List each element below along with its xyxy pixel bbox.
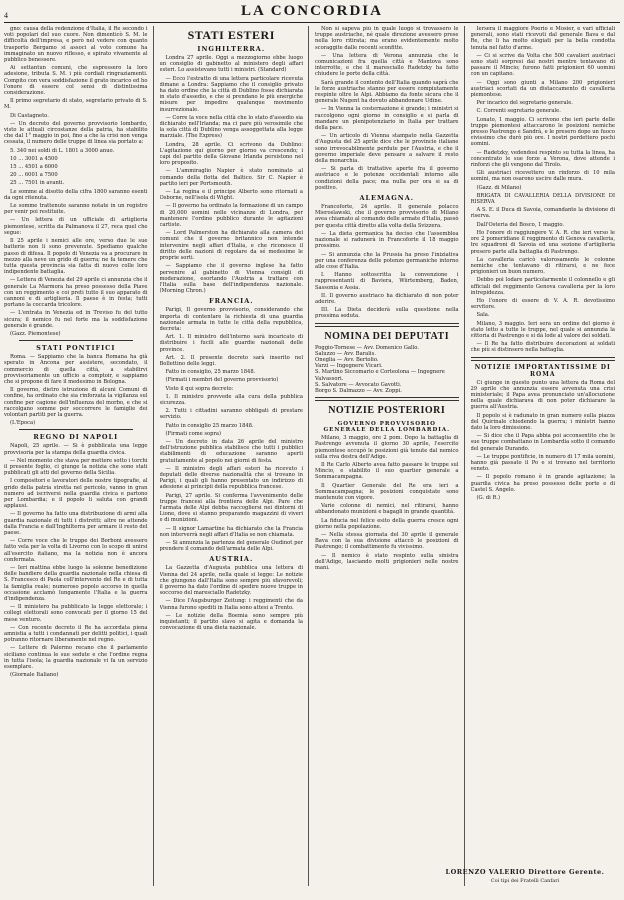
article-paragraph: — Ci si scrive da Volta che 500 cavalieri austriaci sono stati sorpresi dai nostri mentre tentavano di passare il Mincio; furono fatti prigionieri 60 uomini con un capitano. <box>470 52 615 78</box>
double-divider <box>315 323 459 327</box>
article-paragraph: — Con recente decreto il Re ha accordata piena amnistia a tutti i condannati per delitti politici, i quali potranno ritornare liberamente nel regno. <box>4 624 148 644</box>
article-paragraph: — Ieri mattina ebbe luogo la solenne benedizione delle bandiere della guardia nazionale nella chiesa di S. Francesco di Paola coll'intervento del Re e di tutta la famiglia reale; numeroso popolo accorso in quella occasione acclamò lungamente l'Italia e la guerra d'indipendenza. <box>4 565 148 603</box>
article-paragraph: Londra, 28 aprile. Ci scrivono da Dublino: L'agitazione qui giorno per giorno va crescendo; i capi del partito della Giovane Irlanda persistono nel loro proposito. <box>159 141 303 167</box>
article-paragraph: (Firmati come sopra) <box>165 430 222 437</box>
heading-notizie-roma: NOTIZIE IMPORTANTISSIME DI ROMA <box>474 363 611 378</box>
article-paragraph: — Il Re ha fatto distribuire decorazioni ai soldati che più si distinsero nella battaglia. <box>470 341 615 354</box>
article-paragraph: Debbo poi lodare particolarmente il colonnello e gli ufficiali del reggimento Genova cavalleria per la loro intrepidezza. <box>470 277 615 296</box>
article-paragraph: Di Castagneto. <box>10 112 49 119</box>
article-paragraph: — Nel momento che stava per mettere sotto i torchi il presente foglio, ci giunge la notizia che sono stati pubblicati gli atti del governo della Sicilia. <box>4 457 148 477</box>
inghilterra-body <box>160 55 304 294</box>
austria-body <box>160 565 304 631</box>
article-paragraph: gno: causa della redenzione d'Italia, il Re secondo i voti popolari del suo cuore. Non dimenticò S. M. le difficoltà dell'impresa, e però nel vedere con quanto trasporto Bergamo si associ al voto comune ha immaginato un nuovo riflesso, e spirato vivamente al pubblico benessere. <box>4 26 148 64</box>
article-paragraph: — Un lettera di un ufficiale di artiglieria piemontese, scritta da Palmanova il 27, reca quel che segue: <box>4 217 148 236</box>
column-1 <box>4 26 154 886</box>
article-paragraph: (Giornale Italiano) <box>10 672 59 679</box>
article-paragraph: Il popolo si è radunato in gran numero sulla piazza del Quirinale chiedendo la guerra; i ministri hanno dato la loro dimissione. <box>470 412 615 431</box>
article-paragraph: C. Correnti segretario generale. <box>476 108 561 115</box>
article-paragraph: — L'entrata in Venezia ed in Treviso fu del tutto sicura; il nemico fu nel forte ma la soddisfazione generale è grande. <box>4 310 148 329</box>
article-paragraph: I compositori e lavoratori delle nostre tipografie, al grido della patria stretta nel pericolo, vanno in gran numero ad iscriversi nella guardia civica e partono per Lombardia; e il popolo li saluta con grandi applausi. <box>4 478 148 510</box>
article-paragraph: Il Quartier Generale del Re era ieri a Sommacampagna; le posizioni conquistate sono mantenute con vigore. <box>315 482 459 501</box>
article-paragraph: II. Il governo austriaco ha dichiarato di non poter aderire. <box>315 292 459 305</box>
article-paragraph: (Gazz. Piemontese) <box>10 330 61 337</box>
article-paragraph: Ci giunge in questo punto una lettera da Roma del 29 aprile che annunzia essere avvenuta una crisi ministeriale; il Papa avea pronunciato un'allocuzione nella quale dichiarava di non poter dichiarare la guerra all'Austria. <box>470 379 615 411</box>
article-paragraph: Lonato, 1 maggio. Ci scrivono che ieri parte delle truppe piemontesi attaccarono le posizioni nemiche presso Pastrengo e Sandrà, e le presero dopo un fuoco vivissimo che durò più ore. I nostri perdettero pochi uomini. <box>470 116 615 148</box>
article-paragraph: — In Vienna la costernazione è grande; i ministri si raccolgono ogni giorno in consiglio e si parla di mandare un plenipotenziario in Italia per trattare della pace. <box>315 106 459 132</box>
article-paragraph: La cavalleria caricò valorosamente le colonne nemiche che tentavano di ritirarsi, e ne fece prigionieri un buon numero. <box>470 256 615 276</box>
article-paragraph: 20 ... 6001 a 7500 <box>10 172 58 179</box>
double-divider <box>315 397 459 401</box>
article-paragraph: — Il nemico è stato respinto sulla sinistra dell'Adige, lasciando molti prigionieri nelle nostre mani. <box>315 552 459 572</box>
article-paragraph: — Le notizie della Boemia sono sempre più inquietanti; il partito slavo si agita e domanda la convocazione di una dieta nazionale. <box>159 612 303 632</box>
heading-stati-pontifici: STATI PONTIFICI <box>36 344 116 353</box>
article-paragraph: (Gazz. di Milano) <box>476 184 522 191</box>
column-2 <box>160 26 310 886</box>
deputati-list <box>315 345 459 395</box>
heading-regno-napoli: REGNO DI NAPOLI <box>33 433 119 442</box>
article-paragraph: Milano, 3 maggio. Ieri sera un ordine del giorno è stato letto a tutte le truppe, nel quale si annunzia la vittoria di Pastrengo e si dà lode al valore dei soldati. <box>470 320 615 339</box>
article-paragraph: Il Re Carlo Alberto avea fatto passare le truppe sul Mincio, e stabilito il suo quartier generale a Sommacampagna. <box>315 461 459 481</box>
heading-nomina-deputati: NOMINA DEI DEPUTATI <box>324 330 450 342</box>
article-paragraph: Napoli, 25 aprile. — Si è pubblicata una legge provvisoria per la stampa della guardia civica. <box>4 443 148 456</box>
article-paragraph: — Un articolo di Vienna stampato nella Gazzetta d'Augusta del 25 aprile dice che le provincie italiane sono irrevocabilmente perdute per l'Austria, e che il governo imperiale deve pensare a salvare il resto della monarchia. <box>315 133 459 165</box>
heading-stati-esteri: STATI ESTERI <box>187 28 275 42</box>
article-paragraph: — Dice l'Augsburger Zeitung: i reggimenti che da Vienna furono spediti in Italia sono attesi a Trento. <box>159 598 303 611</box>
article-paragraph: Dall'Osteria del Bosco, 1 maggio. <box>476 221 565 228</box>
article-paragraph: — Sappiamo che il governo inglese ha fatto pervenire al gabinetto di Vienna consigli di moderazione, esortando l'Austria a trattare con l'Italia sulla base dell'indipendenza nazionale. (Morning Chron.) <box>159 263 303 295</box>
newspaper-title: LA CONCORDIA <box>241 3 383 19</box>
article-paragraph: 15 ... 4501 a 6000 <box>10 164 58 171</box>
article-paragraph: Il 25 aprile i nemici alle ore, verso due le sue batterie non li sono prevenute. Spediamo qualche passo di difesa. Il popolo di Venezia va a procurare in mezzo alla neve un grido di guerra; ne fa temere che tutta questa provincia sia fatta di nuovo colle loro indipendente battaglia. <box>4 238 148 276</box>
article-paragraph: Il primo segretario di stato, segretario privato di S. M. <box>4 98 148 111</box>
article-paragraph: — Corre la voce nella città che lo stato d'assedio sia dichiarato nell'Irlanda; ma ci pare più verosimile che la sola città di Dublino venga assoggettata alla legge marziale. (The Express) <box>159 114 303 140</box>
article-paragraph: — Il ministero ha pubblicato la legge elettorale; i collegi elettorali sono convocati per il giorno 15 del mese venturo. <box>4 604 148 623</box>
article-paragraph: Ho l'onore di essere di V. A. R. devotissimo servitore. <box>470 297 615 311</box>
article-paragraph: — Si dice che il Papa abbia poi acconsentito che le sue truppe combattano in Lombardia sotto il comando del generale Durando. <box>470 433 615 452</box>
article-paragraph: I. Hanno sottoscritta la convenzione i rappresentanti di Baviera, Würtemberg, Baden, Sassonia e Assia. <box>315 272 459 291</box>
article-paragraph: Il governo, dietro istruzione di alcuni Comuni di confine, ha ordinato che sia rinforzata la vigilanza sul confine per cagione dell'influenza del morbo, e che si raccolgano somme per soccorrere le famiglie dei volontari partiti per la guerra. <box>4 387 148 418</box>
article-paragraph: Varie colonne di nemici, nel ritirarsi, hanno abbandonato munizioni e bagagli in grande quantità. <box>315 503 459 516</box>
article-paragraph: — Nella stessa giornata del 30 aprile il generale Bava con la sua divisione attaccò le posizioni di Pastrengo; il combattimento fu vivissimo. <box>315 532 459 551</box>
deputy-text: Oneglia — Avv. Bertolio. <box>315 356 379 363</box>
heading-inghilterra: INGHILTERRA. <box>197 45 266 53</box>
article-paragraph: Londra 27 aprile. Oggi a mezzogiorno ebbe luogo un consiglio di gabinetto al ministero degli affari esteri. Lo assistevano tutti i ministri. (Standard) <box>159 55 303 74</box>
column-4 <box>471 26 621 886</box>
article-paragraph: — Si annunzia che la Prussia ha preso l'iniziativa per una conferenza delle potenze germaniche intorno alle cose d'Italia. <box>315 251 459 270</box>
masthead <box>0 0 624 22</box>
page-number: 4 <box>4 11 8 20</box>
deputy-text: S. Martino Siccomario e Corteolona — Ingegnere Valvassori. <box>315 369 445 382</box>
article-paragraph: Milano, 3 maggio, ore 2 pom. Dopo la battaglia di Pastrengo avvenuta il giorno 30 aprile, l'esercito piemontese occupò le posizioni già tenute dal nemico sulla riva destra dell'Adige. <box>315 435 459 460</box>
article-paragraph: 2. Tutti i cittadini saranno obbligati di prestare servizio. <box>159 408 303 421</box>
pontifici-body <box>4 354 148 426</box>
footer-printer: Coi tipi dei Fratelli Canfari <box>490 878 560 884</box>
heading-austria: AUSTRIA. <box>209 555 254 564</box>
article-paragraph: (Firmati i membri del governo provvisorio) <box>165 377 279 384</box>
article-paragraph: — Il ministro degli affari esteri ha ricevuto i deputati delle diverse nazionalità che si trovano in Parigi, i quali gli hanno presentato un indirizzo di adesione ai principii della repubblica francese. <box>159 465 303 491</box>
article-paragraph: Roma. — Sappiamo che la banca Romana ha già sperato in Ancona per assistere, secondato, il commercio di quella città, a stabilirvi provvisoriamente un ufficio a comptoir, e sappiamo che si propone di fare il medesimo in Bologna. <box>4 354 148 385</box>
article-paragraph: Art. 2. Il presente decreto sarà inserito nel Bollettino delle leggi. <box>159 354 303 367</box>
article-paragraph: Non si sapeva più in quale luogo si trovassero le truppe austriache, né quale direzione avessero prese nella loro ritirata; ma erano evidentemente molto scoraggite dalle recenti sconfitte. <box>315 26 459 51</box>
article-paragraph: 1. Il ministro provvede alla cura della pubblica sicurezza. <box>159 393 303 406</box>
article-paragraph: — Lettere di Palermo recano che il parlamento siciliano continua le sue sedute e che l'ordine regna in tutta l'isola; la guardia nazionale vi fa un servizio esemplare. <box>4 645 148 671</box>
double-divider <box>471 357 616 361</box>
deputy-text: Saluzzo — Avv. Baralis. <box>315 350 376 357</box>
article-paragraph: 25 ... 7501 in avanti. <box>10 180 65 187</box>
article-paragraph: Ho l'onore di raggiungere V. A. R. che ieri verso le ore 2 pomeridiane il reggimento di Genova cavalleria, tre squadroni di Savoia ed una sezione d'artiglieria presero parte alla battaglia di Pastrengo. <box>470 229 615 255</box>
col4-body <box>471 26 616 354</box>
article-paragraph: Fatto in consiglio 25 marzo 1848. <box>165 422 254 429</box>
article-paragraph: Art. 1. Il ministro dell'interno sarà incaricato di distribuire i fucili alle guardie nazionali delle province. <box>159 334 303 353</box>
article-paragraph: Fatto in consiglio, 25 marzo 1848. <box>165 369 256 376</box>
article-paragraph: (G. di R.) <box>476 495 500 501</box>
heading-governo-provvisorio: GOVERNO PROVVISORIO GENERALE DELLA LOMBARDIA. <box>323 421 451 434</box>
col1-body <box>4 26 148 337</box>
article-paragraph: Francoforte, 24 aprile. Il generale polacco Mieroslawski, che il governo provvisorio di Milano avea chiamato al comando delle armate d'Italia, passò per questa città diretto alla volta della Svizzera. <box>315 204 459 229</box>
article-paragraph: — Ecco l'estratto di una lettera particolare ricevuta dimane a Londra: Sappiamo che il consiglio privato ha dato ordine che la città di Dublino fosse dichiarata in stato d'assedio, e che si prendano le più energiche misure per impedire qualunque movimento insurrezionale. <box>159 75 303 113</box>
deputy-entry <box>315 388 459 394</box>
article-paragraph: — Oggi sono giunti a Milano 200 prigionieri austriaci scortati da un distaccamento di cavalleria piemontese. <box>470 79 615 99</box>
article-paragraph: — Il governo ha fatto una distribuzione di armi alla guardia nazionale di tutti i distretti; altre ne attende dalla Francia e dall'Inghilterra per armare il resto del paese. <box>4 511 148 537</box>
article-paragraph: — Corre voce che le truppe dei Borboni avessero fatto vela per la volta di Livorno con lo scopo di unirsi all'esercito italiano, ma la notizia non è ancora confermata. <box>4 538 148 563</box>
divider <box>19 429 133 430</box>
article-paragraph: Sala. <box>476 312 490 319</box>
col3-body <box>315 26 459 191</box>
article-paragraph: — Radetzky, vedendosi respinto su tutta la linea, ha concentrato le sue forze a Verona, dove attende i rinforzi che gli vengono dal Tirolo. <box>470 149 615 169</box>
page-columns <box>4 26 620 886</box>
napoli-body <box>4 443 148 678</box>
article-paragraph: Ai settantun comuni, che espressero la loro adesione, tributa S. M. i più cordiali ringraziamenti. Compito con vera soddisfazione il grato incarico ed ho l'onore di essere col sensi di distintissima considerazione. <box>4 65 148 97</box>
article-paragraph: — Una lettera di Verona annunzia che le comunicazioni fra quella città e Mantova sono interrotte, e che il maresciallo Radetzky ha fatto chiudere le porte della città. <box>315 52 459 78</box>
deputy-text: S. Salvatore — Avvocato Gavotti. <box>315 381 402 388</box>
article-paragraph: — Si annunzia la partenza del generale Oudinot per prendere il comando dell'armata delle Alpi. <box>159 540 303 553</box>
article-paragraph: Gli austriaci ricevettero un rinforzo di 10 mila uomini, ma non osarono uscire dalle mura. <box>470 170 615 183</box>
article-paragraph: — La dieta germanica ha deciso che l'assemblea nazionale si radunerà in Francoforte il 18 maggio prossimo. <box>315 230 459 250</box>
article-paragraph: Le somme al disotto della cifra 1800 saranno esenti da ogni ritenuta. <box>4 188 148 201</box>
francia-body <box>160 307 304 552</box>
top-rule <box>4 22 620 23</box>
article-paragraph: Parigi, Il governo provvisorio, considerando che importa di contentare la richiesta di una guardia nazionale armata in tutte le città della repubblica, decreta: <box>159 307 303 332</box>
deputy-text: Varzi — Ingegnere Vicari. <box>315 363 383 370</box>
article-paragraph: — La regina e il principe Alberto sono ritornati a Osborne, nell'isola di Wight. <box>159 189 303 202</box>
article-paragraph: — Il signor Lamartine ha dichiarato che la Francia non interverrà negli affari d'Italia se non chiamata. <box>159 525 303 538</box>
article-paragraph: — Lord Palmerston ha dichiarato alla camera dei comuni che il governo britannico non intende intervenire negli affari d'Italia, e che riconosce il diritto delle nazioni di regolare da sé medesime le proprie sorti. <box>159 230 303 262</box>
article-paragraph: A S. E. il Duca di Savoia, comandante la divisione di riserva. <box>470 207 615 220</box>
article-paragraph: 10 ... 3001 a 4500 <box>10 155 58 162</box>
article-paragraph: 5. 340 nei soldi di L. 1801 a 3000 anuo. <box>10 147 115 154</box>
deputy-text: Poggio-Tornese — Avv. Domenico Gallo. <box>315 344 419 351</box>
article-paragraph: — Si parla di trattative aperte fra il governo austriaco e le potenze occidentali intorno alle condizioni della pace; ma nulla per ora si sa di positivo. <box>315 166 459 191</box>
article-paragraph: — Un decreto in data 26 aprile del ministro dell'istruzione pubblica stabilisce che tutti i pubblici stabilimenti di educazione saranno aperti gratuitamente al popolo nei giorni di festa. <box>159 438 303 464</box>
heading-alemagna: ALEMAGNA. <box>359 194 415 203</box>
article-paragraph: Iersera il maggiore Poerio e Mosier, e vari ufficiali generali, sono stati ricevuti dal generale Bava e dal Re, che li ha molto elogiati per la bella condotta tenuta nel fatto d'arme. <box>470 26 615 51</box>
deputy-text: Borgo S. Dalmazzo — Avv. Zoppi. <box>315 387 402 394</box>
article-paragraph: III. La Dieta deciderà sulla questione nella prossima seduta. <box>315 307 459 320</box>
deputy-entry <box>315 369 459 381</box>
article-paragraph: — L'ammiraglio Napier è stato nominato al comando della flotta del Baltico. Sir C. Napier è partito ieri per Portsmouth. <box>159 168 303 187</box>
heading-notizie-posteriori: NOTIZIE POSTERIORI <box>328 405 446 417</box>
alemagna-body <box>315 204 459 319</box>
article-paragraph: — Le truppe pontificie, in numero di 17 mila uomini, hanno già passato il Po e si trovano nel territorio veneto. <box>470 453 615 473</box>
heading-francia: FRANCIA. <box>208 297 254 306</box>
divider <box>19 340 133 341</box>
article-paragraph: — Un decreto del governo provvisorio lombardo, visto le attuali circostanze della patria, ha stabilito che dal 1° maggio in poi, fino a che la crisi non venga cessata, il numero delle truppe di linea sia portato a: <box>4 120 148 146</box>
article-paragraph: Parigi, 27 aprile. Si conferma l'avvenimento delle truppe francesi alla frontiera delle Alpi. Pare che l'armata delle Alpi debba raccogliersi nei dintorni di Lione, dove si stanno preparando magazzini di viveri e di munizioni. <box>159 492 303 524</box>
article-paragraph: La fiducia nel felice esito della guerra cresce ogni giorno nella popolazione. <box>315 517 459 530</box>
article-paragraph: Sarà grande il contento dell'Italia quando saprà che le forze austriache stanno per essere compiutamente respinte oltre le Alpi. Abbiamo da fonte sicura che il generale Nugent ha dovuto abbandonare Udine. <box>315 79 459 105</box>
article-paragraph: — Il popolo romano è in grande agitazione; la guardia civica ha preso possesso delle porte e di Castel S. Angelo. <box>470 474 615 493</box>
article-paragraph: — Il governo ha ordinato la formazione di un campo di 20,000 uomini nelle vicinanze di Londra, per mantenere l'ordine pubblico durante le agitazioni cartiste. <box>159 203 303 229</box>
article-paragraph: Per incarico del segretario generale. <box>476 100 573 107</box>
article-paragraph: La Gazzetta d'Augusta pubblica una lettera di Vienna del 24 aprile, nella quale si legge: Le notizie che giungono dall'Italia sono sempre più sfavorevoli; il governo ha dato l'ordine di spedire nuove truppe in soccorso del maresciallo Radetzky. <box>159 565 303 597</box>
footer-director: LORENZO VALERIO Direttore Gerente. <box>445 868 605 876</box>
column-3 <box>315 26 465 886</box>
article-paragraph: — Lettera di Venezia del 29 aprile ci annunzia che il generale La Marmora ha preso possesso della Piave con un reggimento e coi preti tutto il suo apparato di cannoni e di artiglieria. Il paese è in festa; tutti portano la coccarda tricolore. <box>4 277 148 309</box>
notizie-body <box>315 435 459 571</box>
article-paragraph: Le somme trattenute saranno notate in un registro per venir poi restituite. <box>4 203 148 216</box>
article-paragraph: (L'Epoca) <box>10 420 36 427</box>
article-paragraph: BRIGATA DI CAVALLERIA DELLA DIVISIONE DI RISERVA <box>470 192 615 206</box>
article-paragraph: Visto il qui sopra decreto: <box>165 385 234 392</box>
roma-body <box>471 380 616 502</box>
